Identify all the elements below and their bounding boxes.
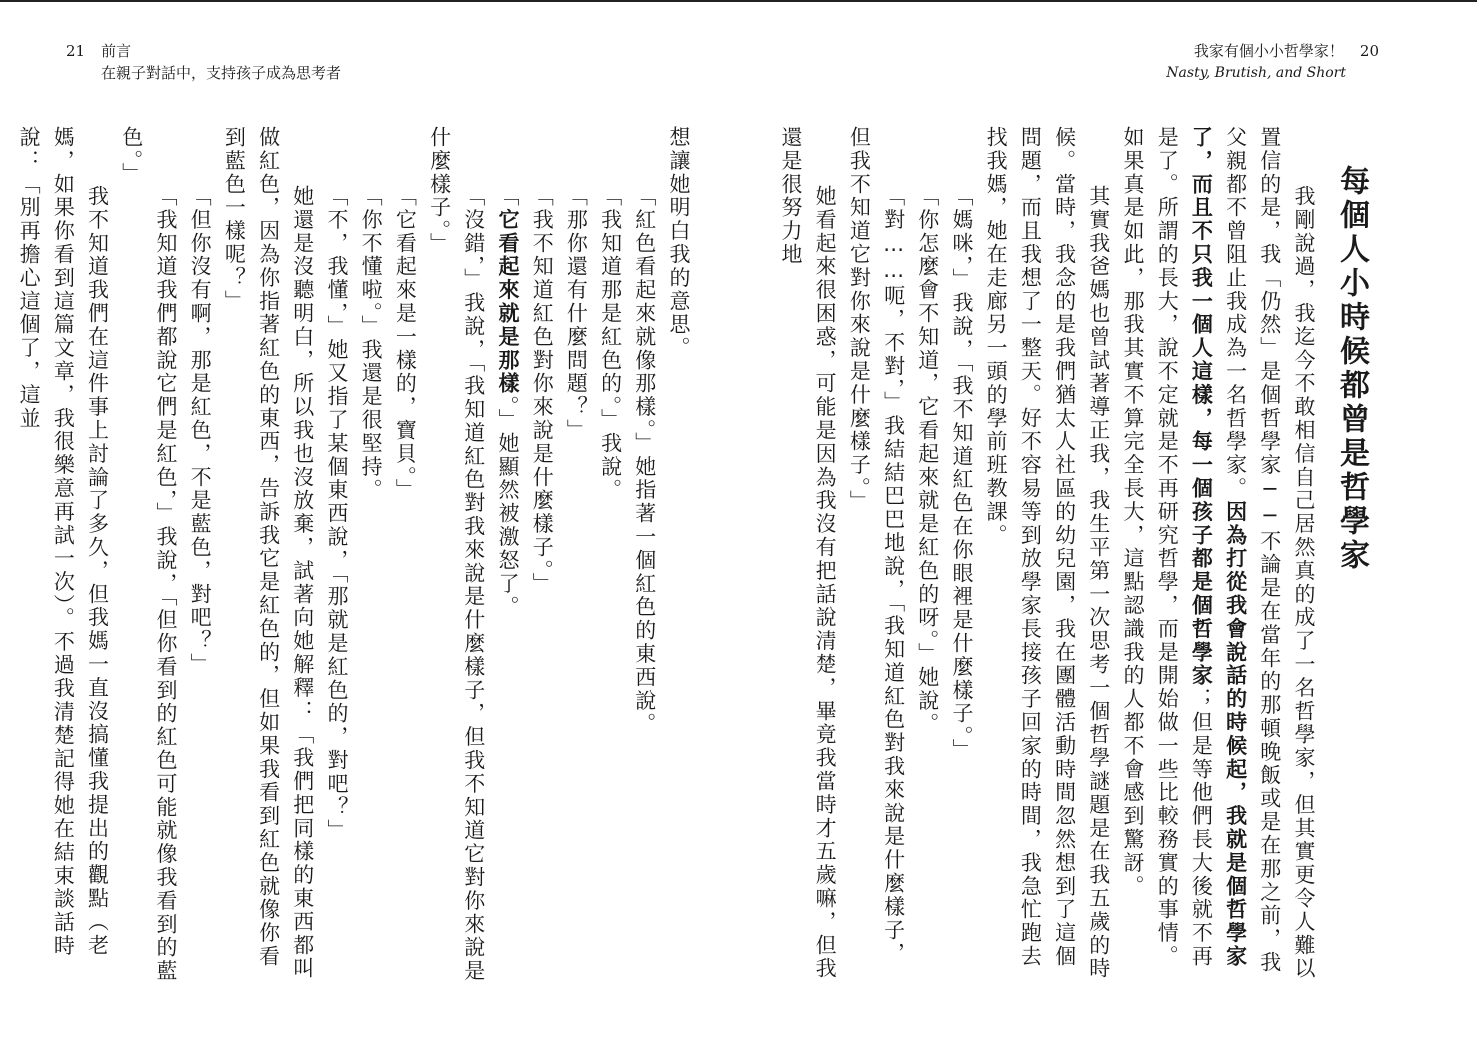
section-title: 每個人小時候都曾是哲學家 bbox=[1334, 165, 1369, 573]
left-paragraph-10: 她還是沒聽明白，所以我也沒放棄，試著向她解釋：「我們把同樣的東西都叫做紅色，因為你指著紅色的東西，告訴我它是紅色的，但如果我看到紅色就像你看到藍色一樣呢？」 bbox=[222, 126, 315, 981]
right-paragraph-2: 其實我爸媽也曾試著導正我，我生平第一次思考一個哲學謎題是在我五歲的時候。當時，我念的是我們猶太人社區的幼兒園，我在團體活動時間忽然想到了這個問題，而且我想了一整天。好不容易等到放學家長接孩子回家的時間，我急忙跑去找我媽，她在走廊另一頭的學前班教課。 bbox=[984, 126, 1111, 981]
left-page-body bbox=[17, 126, 696, 986]
left-paragraph-11: 「但你沒有啊，那是紅色，不是藍色，對吧？」 bbox=[188, 184, 213, 677]
left-paragraph-6: 「沒錯，」我說，「我知道紅色對我來說是什麼樣子，但我不知道它對你來說是什麼樣子。」 bbox=[427, 126, 486, 983]
left-paragraph-5: 「它看起來就是那樣。」她顯然被激怒了。 bbox=[495, 184, 520, 619]
left-paragraph-4: 「我不知道紅色對你來說是什麼樣子。」 bbox=[530, 184, 555, 596]
right-page-number: 20 bbox=[1359, 42, 1379, 60]
left-paragraph-13: 我不知道我們在這件事上討論了多久，但我媽一直沒搞懂我提出的觀點（老媽，如果你看到這篇文章，我很樂意再試一次）。不過我清楚記得她在結束談話時說：「別再擔心這個了，這並 bbox=[17, 126, 110, 958]
left-page bbox=[0, 0, 738, 1047]
left-paragraph-7: 「它看起來是一樣的，寶貝。」 bbox=[393, 184, 418, 502]
left-chapter-name: 前言 bbox=[101, 42, 132, 60]
right-paragraph-5: 「對……呃，不對，」我結結巴巴地說，「我知道紅色對我來說是什麼樣子，但我不知道它對你來說是什麼樣子。」 bbox=[847, 126, 906, 966]
right-paragraph-6: 她看起來很困惑，可能是因為我沒有把話說清楚，畢竟我當時才五歲嘛，但我還是很努力地 bbox=[778, 126, 838, 981]
left-paragraph-5-rest: 。」她顯然被激怒了。 bbox=[495, 395, 520, 619]
right-page bbox=[738, 0, 1477, 1047]
left-paragraph-9: 「不，我懂，」她又指了某個東西說，「那就是紅色的，對吧？」 bbox=[324, 184, 349, 843]
left-chapter-subtitle: 在親子對話中，支持孩子成為思考者 bbox=[101, 64, 342, 82]
left-paragraph-3: 「那你還有什麼問題？」 bbox=[564, 184, 589, 443]
right-page-body bbox=[741, 126, 1381, 986]
left-paragraph-0: 想讓她明白我的意思。 bbox=[667, 126, 691, 360]
right-book-title: 我家有個小小哲學家！ bbox=[1193, 42, 1344, 60]
right-running-header bbox=[1166, 40, 1379, 84]
right-paragraph-3: 「媽咪，」我說，「我不知道紅色在你眼裡是什麼樣子。」 bbox=[949, 184, 974, 762]
left-page-number: 21 bbox=[66, 42, 86, 60]
left-paragraph-8: 「你不懂啦。」我還是很堅持。 bbox=[359, 184, 384, 502]
right-paragraph-1 bbox=[1116, 126, 1321, 986]
right-original-title: Nasty, Brutish, and Short bbox=[1166, 65, 1346, 81]
left-running-header bbox=[66, 40, 341, 84]
right-paragraph-1-part-a: 我剛說過，我迄今不敢相信自己居然真的成了一名哲學家，但其實更令人難以置信的是，我「仍然」是個哲學家──不論是在當年的那頓晚飯或是在那之前，我父親都不曾阻止我成為一名哲學家。 bbox=[1223, 126, 1316, 981]
left-bold-phrase: 它看起來就是那樣 bbox=[495, 208, 520, 396]
right-paragraph-1-part-c: ；但是等他們長大後就不再是了。所謂的長大，說不定就是不再研究哲學，而是開始做一些比較務實的事情。如果真是如此，那我其實不算完全長大，這點認識我的人都不會感到驚訝。 bbox=[1120, 126, 1214, 969]
right-paragraph-4: 「你怎麼會不知道，它看起來就是紅色的呀。」她說。 bbox=[915, 184, 940, 736]
left-paragraph-1: 「紅色看起來就像那樣。」她指著一個紅色的東西說。 bbox=[632, 184, 657, 736]
left-paragraph-12: 「我知道我們都說它們是紅色，」我說，「但你看到的紅色可能就像我看到的藍色。」 bbox=[119, 126, 178, 983]
left-paragraph-2: 「我知道那是紅色的。」我說。 bbox=[598, 184, 623, 502]
right-paragraph-1-bold: 因為打從我會說話的時候起，我就是個哲學家了，而且不只我一個人這樣，每一個孩子都是個哲學家 bbox=[1189, 126, 1248, 969]
